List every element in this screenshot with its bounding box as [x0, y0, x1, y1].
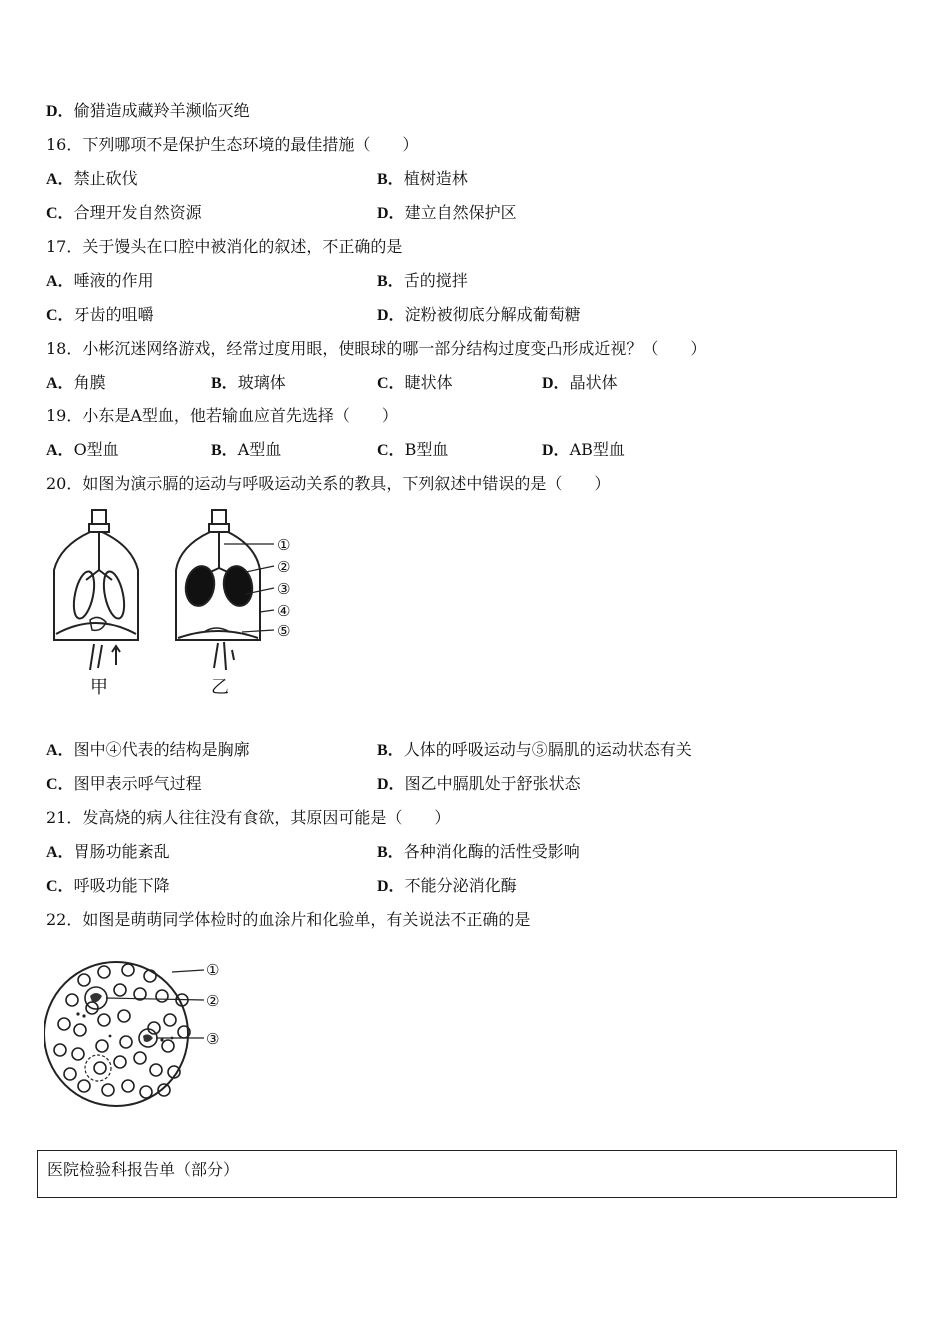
question-21-stem: 21．发高烧的病人往往没有食欲，其原因可能是（ ） — [46, 808, 451, 827]
q19-option-d: D．AB型血 — [542, 440, 625, 459]
label-jia: 甲 — [90, 677, 108, 698]
smear-marker-1: ① — [206, 961, 220, 979]
blood-smear-figure — [44, 950, 244, 1120]
q20-option-a: A．图中④代表的结构是胸廓 — [46, 740, 250, 759]
marker-1: ① — [277, 536, 291, 554]
q21-option-a: A．胃肠功能紊乱 — [46, 842, 170, 861]
q18-option-a: A．角膜 — [46, 373, 106, 392]
white-blood-cells — [85, 987, 157, 1081]
q20-option-d: D．图乙中膈肌处于舒张状态 — [377, 774, 581, 793]
q17-option-a: A．唾液的作用 — [46, 271, 154, 290]
q19-option-c: C．B型血 — [377, 440, 449, 459]
platelets — [76, 1012, 173, 1041]
jar-jia — [54, 510, 138, 670]
question-22-stem: 22．如图是萌萌同学体检时的血涂片和化验单，有关说法不正确的是 — [46, 910, 531, 929]
marker-5: ⑤ — [277, 622, 291, 640]
q19-option-b: B．A型血 — [211, 440, 282, 459]
option-text: 偷猎造成藏羚羊濒临灭绝 — [73, 101, 250, 120]
question-20-stem: 20．如图为演示膈的运动与呼吸运动关系的教具，下列叙述中错误的是（ ） — [46, 474, 611, 493]
prev-option-d — [46, 101, 250, 122]
q16-option-a: A．禁止砍伐 — [46, 169, 138, 188]
q18-option-c: C．睫状体 — [377, 373, 453, 392]
marker-3: ③ — [277, 580, 291, 598]
q17-option-d: D．淀粉被彻底分解成葡萄糖 — [377, 305, 581, 324]
lab-report-title: 医院检验科报告单（部分） — [47, 1160, 240, 1179]
q19-option-a: A．O型血 — [46, 440, 119, 459]
smear-marker-3: ③ — [206, 1030, 220, 1048]
jar-yi — [176, 510, 274, 670]
question-16-stem: 16．下列哪项不是保护生态环境的最佳措施（ ） — [46, 135, 419, 154]
diaphragm-model-figure — [46, 500, 316, 705]
q16-option-c: C．合理开发自然资源 — [46, 203, 202, 222]
red-blood-cells — [54, 964, 190, 1098]
marker-4: ④ — [277, 602, 291, 620]
marker-2: ② — [277, 558, 291, 576]
q17-option-c: C．牙齿的咀嚼 — [46, 305, 154, 324]
smear-marker-2: ② — [206, 992, 220, 1010]
q20-option-b: B．人体的呼吸运动与⑤膈肌的运动状态有关 — [377, 740, 692, 759]
question-19-stem: 19．小东是A型血，他若输血应首先选择（ ） — [46, 406, 398, 425]
q16-option-b: B．植树造林 — [377, 169, 468, 188]
q16-option-d: D．建立自然保护区 — [377, 203, 517, 222]
q17-option-b: B．舌的搅拌 — [377, 271, 468, 290]
question-18-stem: 18．小彬沉迷网络游戏，经常过度用眼，使眼球的哪一部分结构过度变凸形成近视？（ ） — [46, 339, 707, 358]
q21-option-b: B．各种消化酶的活性受影响 — [377, 842, 580, 861]
option-letter: D． — [46, 103, 74, 120]
question-17-stem: 17．关于馒头在口腔中被消化的叙述，不正确的是 — [46, 237, 403, 256]
q20-option-c: C．图甲表示呼气过程 — [46, 774, 202, 793]
q21-option-d: D．不能分泌消化酶 — [377, 876, 517, 895]
q18-option-d: D．晶状体 — [542, 373, 618, 392]
lab-report-table — [37, 1150, 897, 1198]
q21-option-c: C．呼吸功能下降 — [46, 876, 170, 895]
label-yi: 乙 — [211, 677, 229, 698]
q18-option-b: B．玻璃体 — [211, 373, 286, 392]
